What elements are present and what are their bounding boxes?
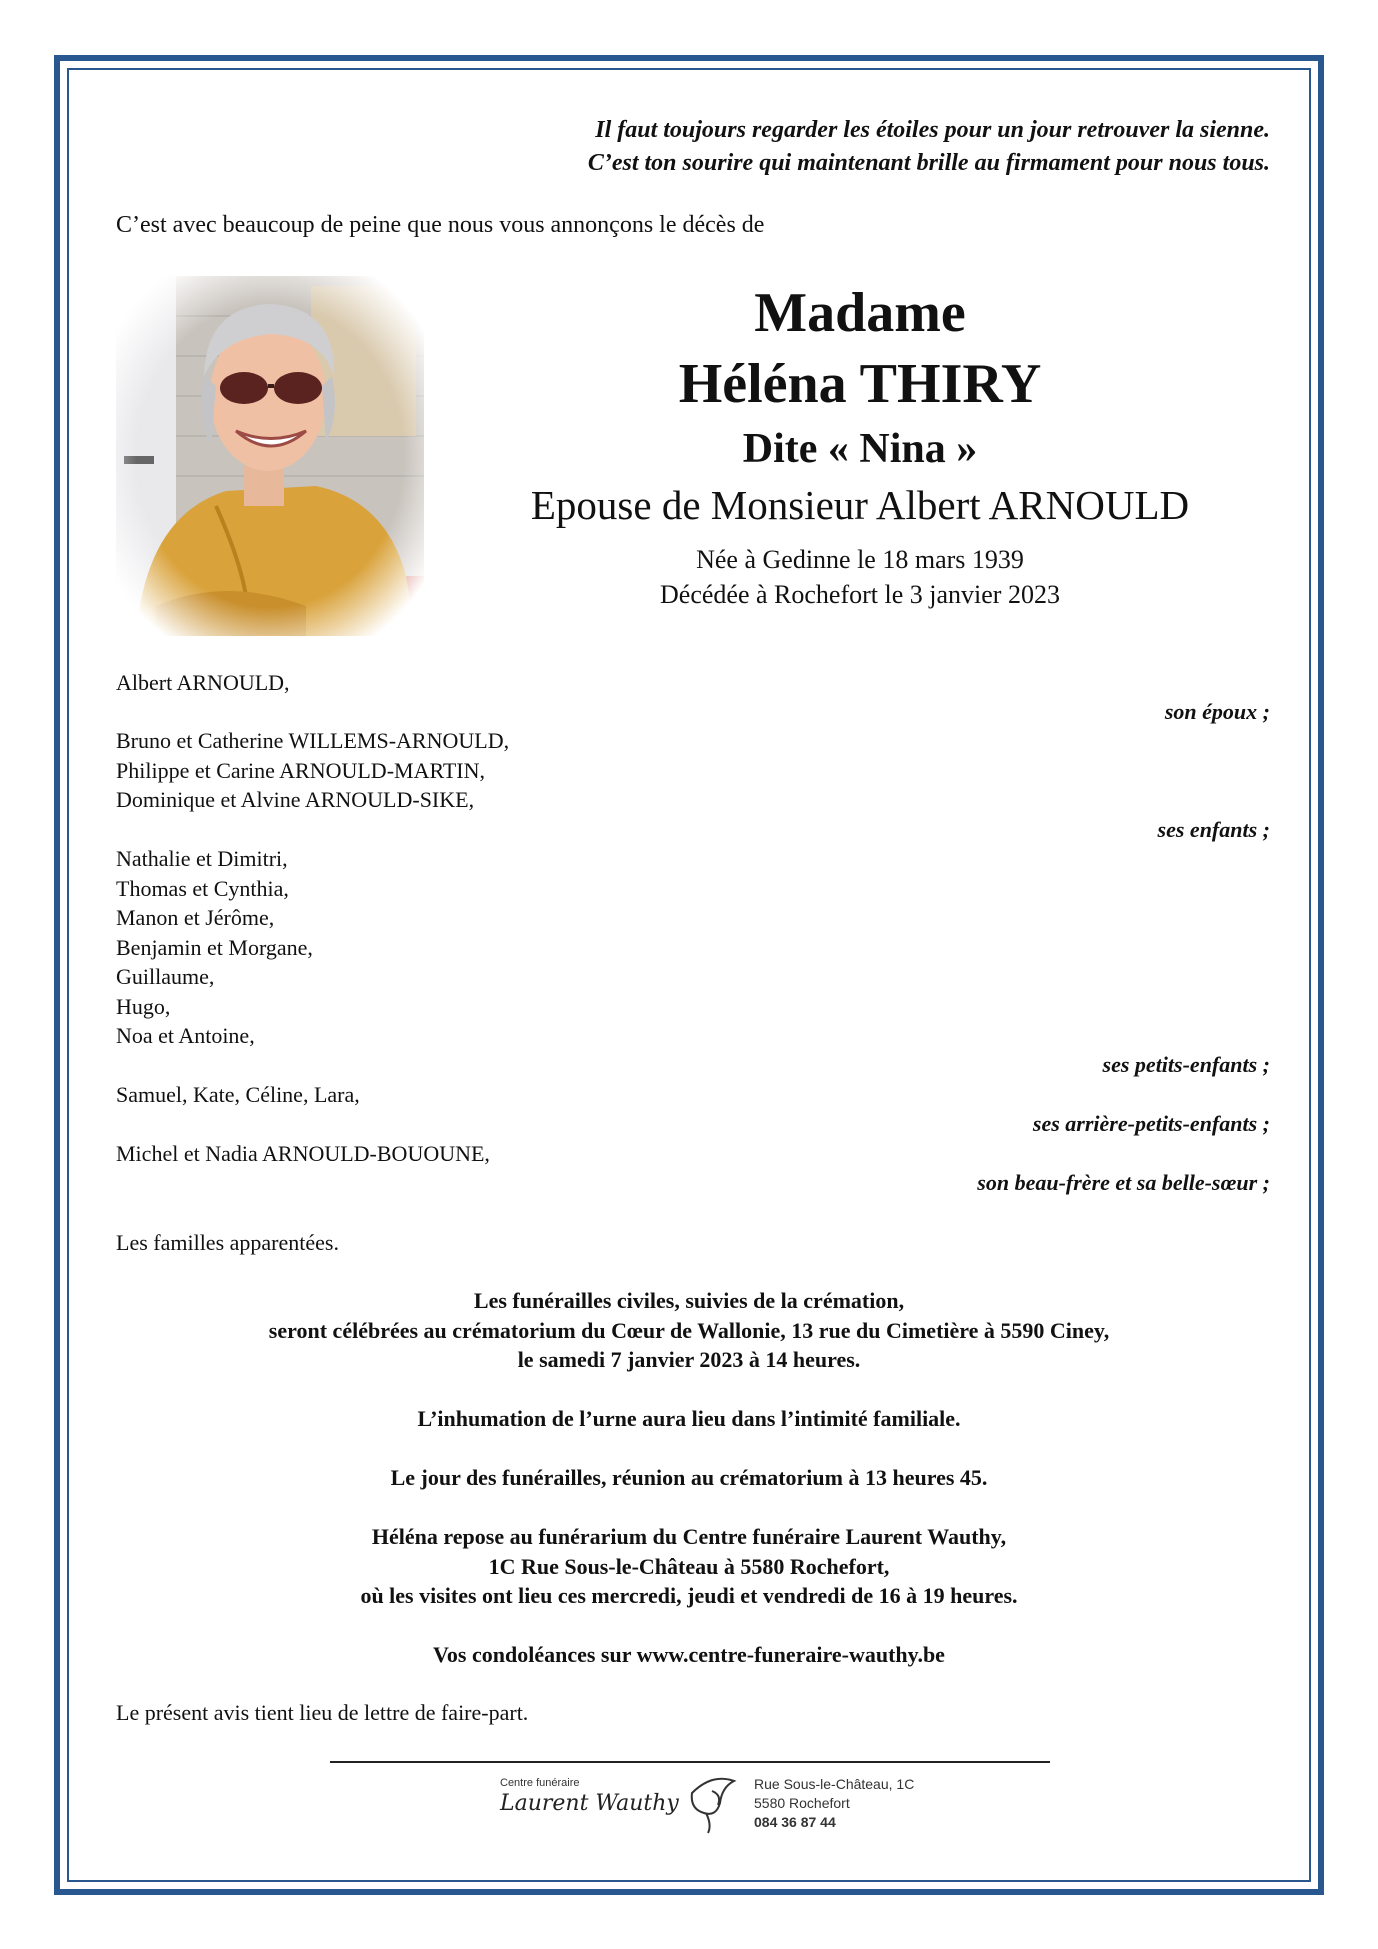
list-item: Manon et Jérôme, xyxy=(116,905,275,930)
funeral-details xyxy=(116,1286,1262,1375)
brand-small-label: Centre funéraire xyxy=(500,1777,580,1789)
quote-line-2: C’est ton sourire qui maintenant brille au firmament pour nous tous. xyxy=(587,150,1270,176)
family-great-grandchildren-list xyxy=(116,1080,360,1110)
list-item: Bruno et Catherine WILLEMS-ARNOULD, xyxy=(116,728,510,753)
role-great-grandchildren: ses arrière-petits-enfants ; xyxy=(1032,1111,1270,1136)
list-item: Michel et Nadia ARNOULD-BOUOUNE, xyxy=(116,1141,490,1166)
deceased-nickname: Dite « Nina » xyxy=(742,426,978,472)
rest-line-3: où les visites ont lieu ces mercredi, jeudi et vendredi de 16 à 19 heures. xyxy=(360,1583,1018,1608)
family-children-list xyxy=(116,726,509,815)
address-line-2: 5580 Rochefort xyxy=(754,1795,850,1811)
role-spouse: son époux ; xyxy=(1164,699,1270,724)
role-inlaws: son beau-frère et sa belle-sœur ; xyxy=(977,1170,1270,1195)
family-grandchildren-list xyxy=(116,844,313,1051)
list-item: Albert ARNOULD, xyxy=(116,670,290,695)
role-grandchildren: ses petits-enfants ; xyxy=(1102,1052,1270,1077)
list-item: Nathalie et Dimitri, xyxy=(116,846,288,871)
funerarium-details xyxy=(116,1522,1262,1611)
footer-divider xyxy=(330,1761,1050,1763)
intro-text: C’est avec beaucoup de peine que nous vous annonçons le décès de xyxy=(116,212,765,238)
portrait-illustration xyxy=(116,276,424,636)
closing-note: Le présent avis tient lieu de lettre de faire-part. xyxy=(116,1700,529,1725)
funeral-line-3: le samedi 7 janvier 2023 à 14 heures. xyxy=(517,1347,861,1372)
rest-line-1: Héléna repose au funérarium du Centre funéraire Laurent Wauthy, xyxy=(371,1524,1007,1549)
inhumation-note: L’inhumation de l’urne aura lieu dans l’intimité familiale. xyxy=(417,1406,961,1431)
list-item: Dominique et Alvine ARNOULD-SIKE, xyxy=(116,787,475,812)
list-item: Thomas et Cynthia, xyxy=(116,875,289,901)
list-item: Noa et Antoine, xyxy=(116,1023,255,1048)
condolences-link[interactable]: Vos condoléances sur www.centre-funeraire-wauthy.be xyxy=(433,1642,945,1667)
funeral-line-2: seront célébrées au crématorium du Cœur de Wallonie, 13 rue du Cimetière à 5590 Ciney, xyxy=(268,1317,1110,1343)
death-line: Décédée à Rochefort le 3 janvier 2023 xyxy=(660,580,1060,609)
meeting-note: Le jour des funérailles, réunion au crématorium à 13 heures 45. xyxy=(390,1465,988,1490)
deceased-title: Madame xyxy=(754,282,966,344)
epigraph-quote xyxy=(588,114,1270,180)
address-line-1: Rue Sous-le-Château, 1C xyxy=(754,1776,915,1792)
brand-script-name: Laurent Wauthy xyxy=(500,1791,679,1816)
list-item: Hugo, xyxy=(116,993,171,1019)
portrait-photo xyxy=(116,276,424,636)
role-children: ses enfants ; xyxy=(1157,817,1270,842)
list-item: Samuel, Kate, Céline, Lara, xyxy=(116,1082,360,1107)
list-item: Philippe et Carine ARNOULD-MARTIN, xyxy=(116,757,485,783)
family-spouse-list xyxy=(116,668,290,698)
quote-line-1: Il faut toujours regarder les étoiles pour un jour retrouver la sienne. xyxy=(595,117,1270,143)
list-item: Guillaume, xyxy=(116,964,215,989)
list-item: Benjamin et Morgane, xyxy=(116,934,313,960)
deceased-name: Héléna THIRY xyxy=(678,353,1042,415)
phone-number: 084 36 87 44 xyxy=(754,1814,836,1830)
family-inlaws-list xyxy=(116,1139,490,1169)
rest-line-2: 1C Rue Sous-le-Château à 5580 Rochefort, xyxy=(488,1553,890,1579)
deceased-dates xyxy=(460,542,1260,612)
deceased-header xyxy=(460,278,1260,612)
funeral-home-logo xyxy=(496,1773,966,1835)
birth-line: Née à Gedinne le 18 mars 1939 xyxy=(696,545,1024,574)
deceased-spouse: Epouse de Monsieur Albert ARNOULD xyxy=(530,482,1190,528)
calla-lily-icon xyxy=(682,1773,742,1835)
relatives-line: Les familles apparentées. xyxy=(116,1230,339,1255)
funeral-line-1: Les funérailles civiles, suivies de la crémation, xyxy=(473,1288,905,1313)
funeral-home-address xyxy=(754,1775,914,1832)
